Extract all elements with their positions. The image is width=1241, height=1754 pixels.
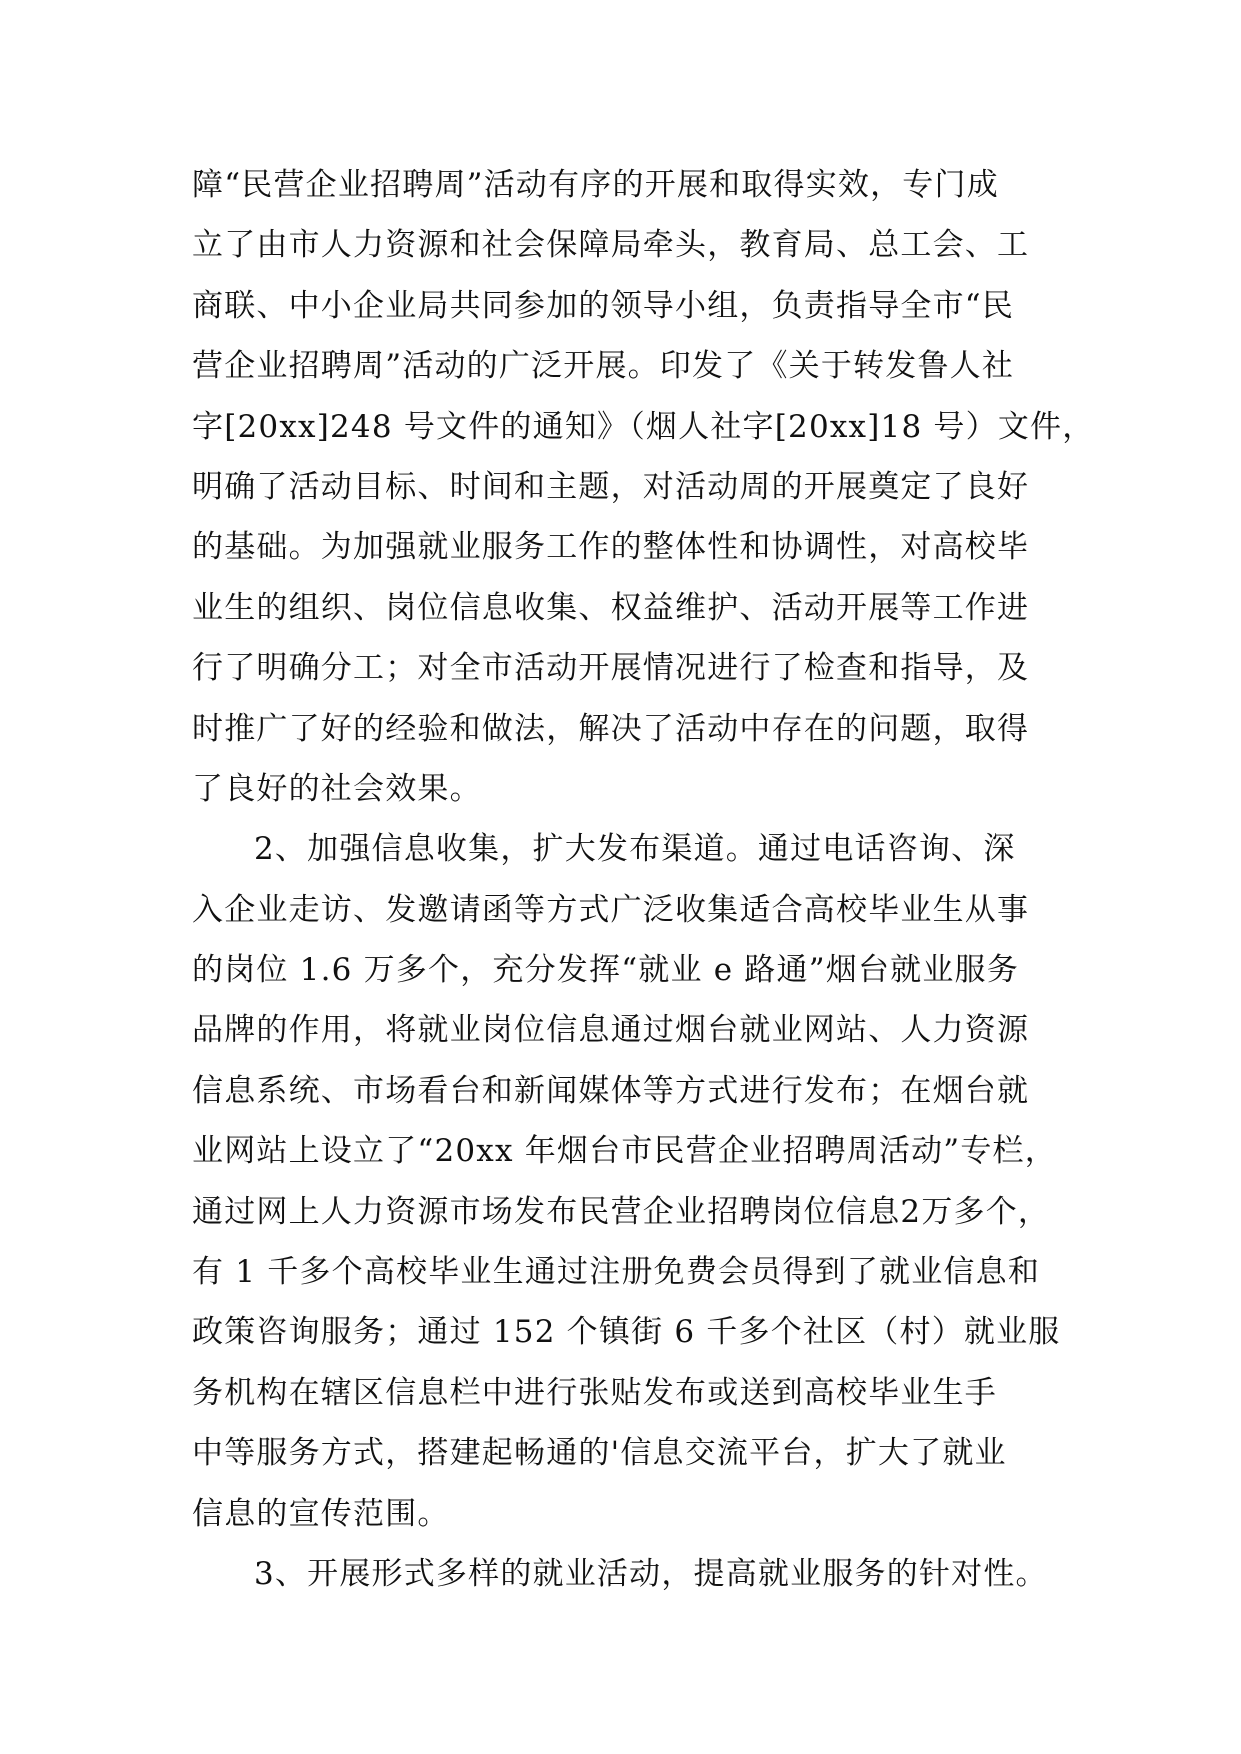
text-line: 障“民营企业招聘周”活动有序的开展和取得实效，专门成 — [192, 167, 999, 203]
text-line: 营企业招聘周”活动的广泛开展。印发了《关于转发鲁人社 — [192, 348, 1015, 385]
text-line: 务机构在辖区信息栏中进行张贴发布或送到高校毕业生手 — [192, 1374, 997, 1411]
text-line: 业生的组织、岗位信息收集、权益维护、活动开展等工作进 — [192, 589, 1030, 626]
text-line: 业网站上设立了“20xx 年烟台市民营企业招聘周活动”专栏， — [192, 1133, 1057, 1170]
text-line: 品牌的作用，将就业岗位信息通过烟台就业网站、人力资源 — [192, 1012, 1030, 1049]
text-line: 立了由市人力资源和社会保障局牵头，教育局、总工会、工 — [192, 227, 1030, 264]
text-line: 政策咨询服务；通过 152 个镇街 6 千多个社区（村）就业服 — [192, 1314, 1061, 1351]
text-line: 了良好的社会效果。 — [192, 770, 482, 807]
text-line: 2、加强信息收集，扩大发布渠道。通过电话咨询、深 — [254, 831, 1016, 868]
text-line: 行了明确分工；对全市活动开展情况进行了检查和指导，及 — [192, 650, 1030, 687]
text-line: 中等服务方式，搭建起畅通的'信息交流平台，扩大了就业 — [192, 1435, 1007, 1472]
text-line: 信息的宣传范围。 — [192, 1495, 450, 1532]
text-line: 入企业走访、发邀请函等方式广泛收集适合高校毕业生从事 — [192, 891, 1030, 928]
text-line: 的岗位 1.6 万多个，充分发挥“就业 e 路通”烟台就业服务 — [192, 952, 1019, 989]
text-line: 有 1 千多个高校毕业生通过注册免费会员得到了就业信息和 — [192, 1254, 1041, 1291]
text-line: 通过网上人力资源市场发布民营企业招聘岗位信息2万多个， — [192, 1193, 1051, 1230]
paragraph-2 — [192, 819, 1082, 1544]
paragraph-1 — [192, 155, 1095, 819]
text-line: 时推广了好的经验和做法，解决了活动中存在的问题，取得 — [192, 710, 1030, 747]
text-line: 明确了活动目标、时间和主题，对活动周的开展奠定了良好 — [192, 468, 1030, 505]
text-line: 的基础。为加强就业服务工作的整体性和协调性，对高校毕 — [192, 529, 1030, 566]
text-line: 商联、中小企业局共同参加的领导小组，负责指导全市“民 — [192, 287, 1015, 324]
paragraph-3 — [192, 1544, 1082, 1604]
document-body — [192, 155, 1095, 1604]
text-line: 信息系统、市场看台和新闻媒体等方式进行发布；在烟台就 — [192, 1072, 1030, 1109]
text-line: 3、开展形式多样的就业活动，提高就业服务的针对性。 — [254, 1555, 1048, 1592]
text-line: 字[20xx]248 号文件的通知》（烟人社字[20xx]18 号）文件， — [192, 408, 1095, 445]
